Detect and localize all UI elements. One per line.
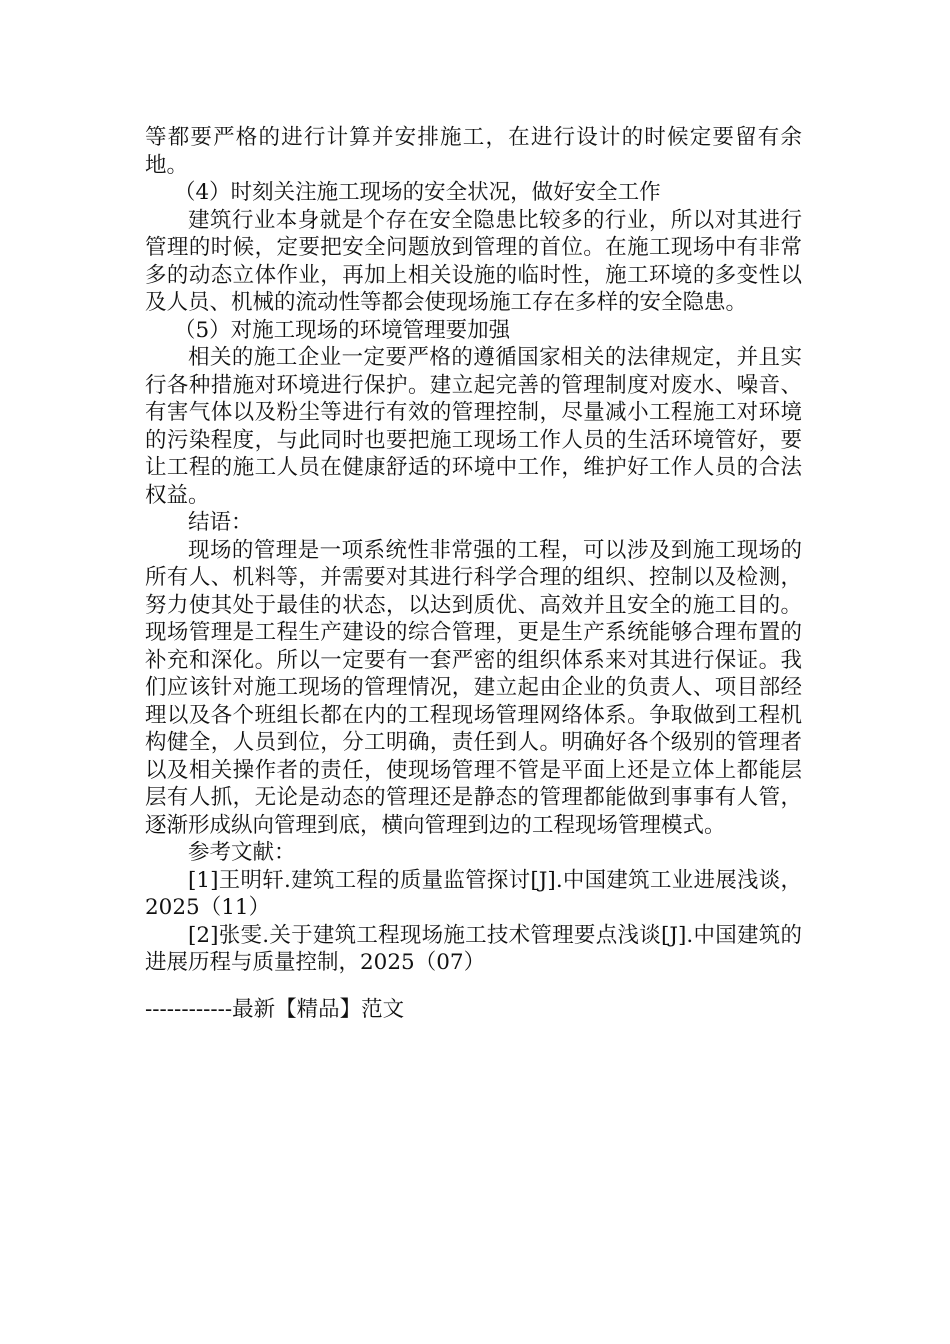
- paragraph-environment: 相关的施工企业一定要严格的遵循国家相关的法律规定，并且实行各种措施对环境进行保护。建立起完善的管理制度对废水、噪音、有害气体以及粉尘等进行有效的管理控制，尽量减小工程施工对环境的污染程度，与此同时也要把施工现场工作人员的生活环境管好，要让工程的施工人员在健康舒适的环境中工作，维护好工作人员的合法权益。: [145, 345, 802, 508]
- footer-banner: ------------最新【精品】范文: [145, 997, 405, 1022]
- reference-item-2: [2]张雯.关于建筑工程现场施工技术管理要点浅谈[J].中国建筑的进展历程与质量控制，2025（07）: [145, 922, 802, 975]
- reference-item-1: [1]王明轩.建筑工程的质量监管探讨[J].中国建筑工业进展浅谈，2025（11）: [145, 867, 802, 920]
- references-label: 参考文献：: [188, 840, 296, 865]
- paragraph-conclusion: 现场的管理是一项系统性非常强的工程，可以涉及到施工现场的所有人、机料等，并需要对其进行科学合理的组织、控制以及检测，努力使其处于最佳的状态，以达到质优、高效并且安全的施工目的。现场管理是工程生产建设的综合管理，更是生产系统能够合理布置的补充和深化。所以一定要有一套严密的组织体系来对其进行保证。我们应该针对施工现场的管理情况，建立起由企业的负责人、项目部经理以及各个班组长都在内的工程现场管理网络体系。争取做到工程机构健全，人员到位，分工明确，责任到人。明确好各个级别的管理者以及相关操作者的责任，使现场管理不管是平面上还是立体上都能层层有人抓，无论是动态的管理还是静态的管理都能做到事事有人管，逐渐形成纵向管理到底，横向管理到边的工程现场管理模式。: [145, 537, 802, 838]
- section-heading-environment: （5）对施工现场的环境管理要加强: [174, 317, 511, 343]
- document-page: [145, 124, 802, 977]
- section-heading-safety: （4）时刻关注施工现场的安全状况，做好安全工作: [174, 180, 661, 205]
- paragraph-safety: 建筑行业本身就是个存在安全隐患比较多的行业，所以对其进行管理的时候，定要把安全问题放到管理的首位。在施工现场中有非常多的动态立体作业，再加上相关设施的临时性，施工环境的多变性以及人员、机械的流动性等都会使现场施工存在多样的安全隐患。: [145, 207, 802, 315]
- paragraph-continuation: 等都要严格的进行计算并安排施工，在进行设计的时候定要留有余地。: [145, 125, 802, 178]
- conclusion-label: 结语：: [188, 510, 253, 535]
